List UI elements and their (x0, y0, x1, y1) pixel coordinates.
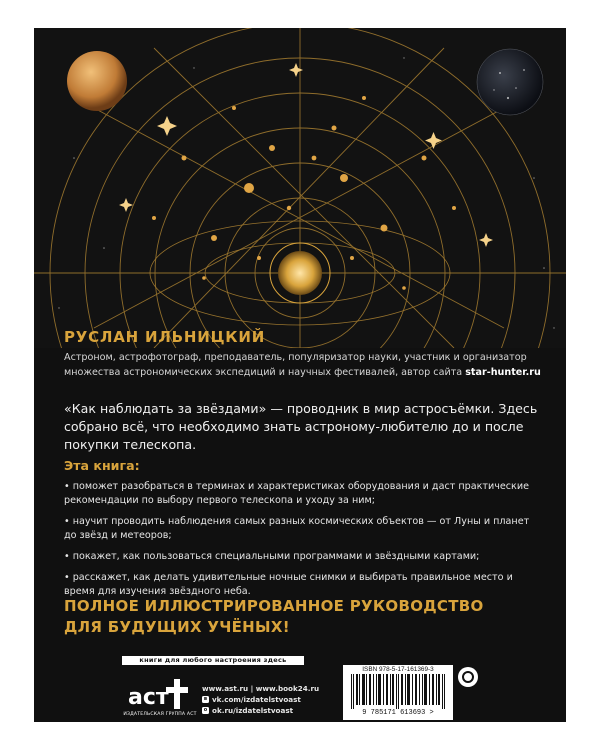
barcode-block (343, 665, 453, 720)
back-cover (34, 28, 566, 722)
ast-logo-text: аст (128, 685, 169, 710)
publisher-links (202, 683, 319, 716)
author-name: РУСЛАН ИЛЬНИЦКИЙ (64, 328, 266, 346)
tagline (64, 596, 544, 638)
celestial-map-illustration (34, 28, 566, 348)
tagline-line-1: ПОЛНОЕ ИЛЛЮСТРИРОВАННОЕ РУКОВОДСТВО (64, 597, 484, 615)
author-bio (64, 350, 544, 380)
ast-logo-icon (122, 673, 196, 713)
publisher-name: ИЗДАТЕЛЬСКАЯ ГРУППА АСТ (123, 712, 197, 717)
vk-link[interactable]: в vk.com/izdatelstvoast (203, 695, 301, 704)
book-features-heading: Эта книга: (64, 458, 140, 473)
author-bio-text: Астроном, астрофотограф, преподаватель, популяризатор науки, участник и организатор множества астрономических экспедиций и научных фестивалей, автор сайта (64, 352, 527, 378)
vk-icon: в (203, 696, 208, 702)
author-site: star-hunter.ru (465, 367, 541, 378)
book-features-list (64, 480, 544, 606)
feature-item: • расскажет, как делать удивительные ночные снимки и выбирать правильное место и время для изучения звёздного неба. (64, 572, 513, 597)
tagline-line-2: ДЛЯ БУДУЩИХ УЧЁНЫХ! (64, 618, 290, 636)
book-intro: «Как наблюдать за звёздами» — проводник в мир астросъёмки. Здесь собрано всё, что необходимо знать астроному-любителю до и после покупки телескопа. (64, 401, 538, 452)
publisher-slogan: книги для любого настроения здесь (122, 656, 304, 665)
feature-item: • научит проводить наблюдения самых разных космических объектов — от Луны и планет до звёзд и метеоров; (64, 516, 530, 541)
age-rating-icon (458, 667, 478, 687)
ok-icon: о (203, 707, 208, 713)
feature-item: • покажет, как пользоваться специальными программами и звёздными картами; (64, 551, 480, 562)
barcode-digits: 9 785171 613693 > (362, 709, 434, 717)
feature-item: • поможет разобраться в терминах и характеристиках оборудования и даст практические рекомендации по выбору первого телескопа и уходу за ним; (64, 481, 529, 506)
website-link[interactable]: www.ast.ru | www.book24.ru (202, 684, 320, 693)
barcode (349, 674, 447, 709)
isbn-label: ISBN 978-5-17-161369-3 (362, 666, 434, 673)
ok-link[interactable]: о ok.ru/izdatelstvoast (203, 706, 294, 715)
